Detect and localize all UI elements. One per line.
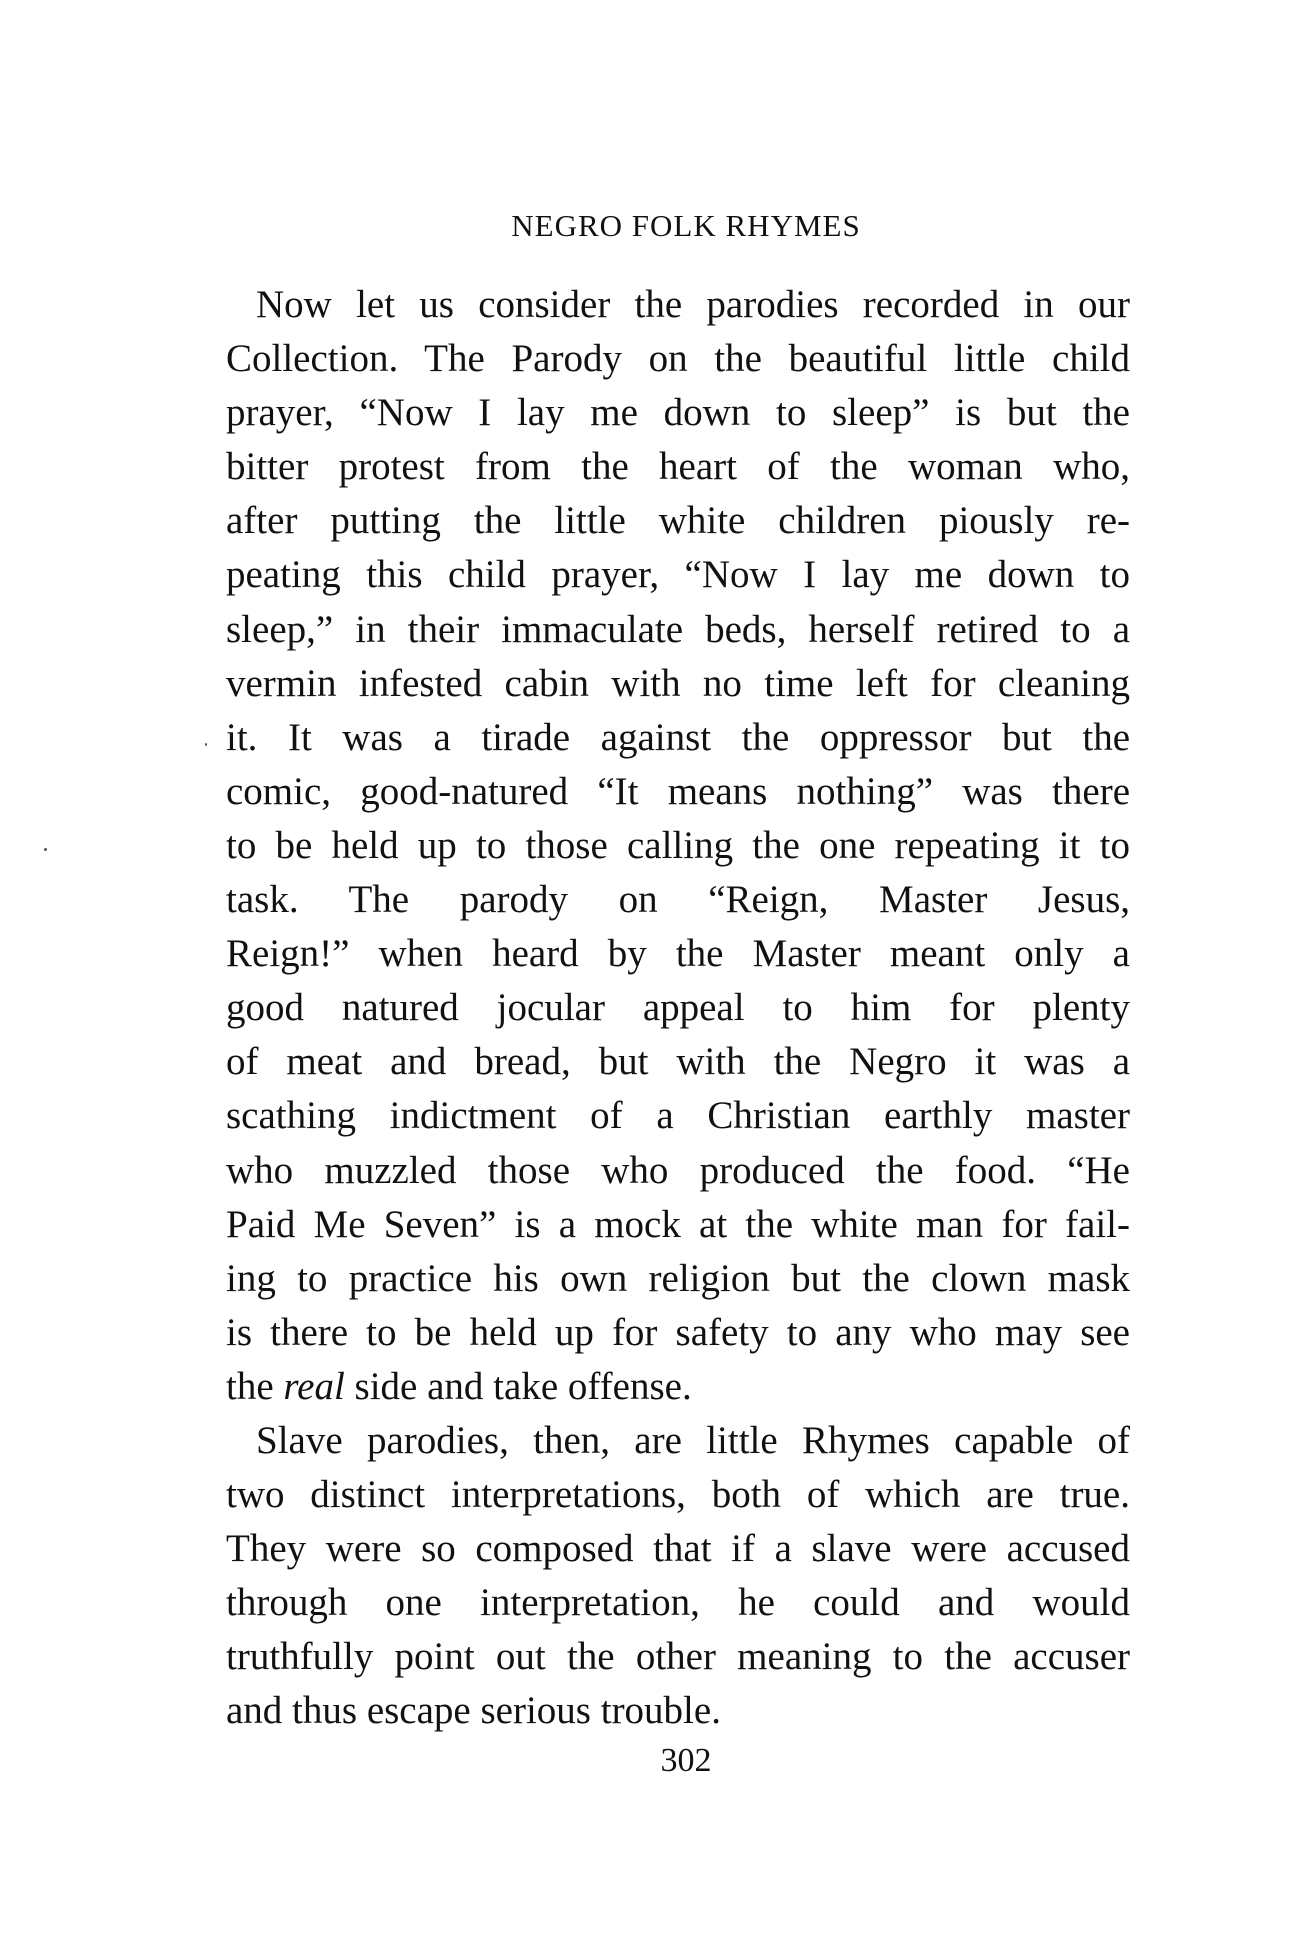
text-line: bitter protest from the heart of the woman who, — [226, 445, 1130, 489]
text-line: scathing indictment of a Christian earthly master — [226, 1094, 1130, 1138]
text-line: Paid Me Seven” is a mock at the white man for fail- — [226, 1202, 1130, 1246]
text-line: truthfully point out the other meaning to the accuser — [226, 1635, 1130, 1679]
text-line — [226, 1360, 1130, 1414]
text-line: sleep,” in their immaculate beds, herself retired to a — [226, 607, 1130, 651]
text-line: Collection. The Parody on the beautiful little child — [226, 337, 1130, 381]
text-line: after putting the little white children piously re- — [226, 499, 1130, 543]
italic-word: real — [283, 1364, 345, 1408]
body-text — [226, 278, 1130, 1739]
text-line: good natured jocular appeal to him for plenty — [226, 986, 1130, 1030]
page-number: 302 — [660, 1742, 712, 1779]
text-line: through one interpretation, he could and would — [226, 1581, 1130, 1625]
text-line: ing to practice his own religion but the clown mask — [226, 1256, 1130, 1300]
text-segment: the — [226, 1364, 284, 1408]
text-line: is there to be held up for safety to any who may see — [226, 1310, 1130, 1354]
text-line: vermin infested cabin with no time left for cleaning — [226, 661, 1130, 705]
text-line: peating this child prayer, “Now I lay me down to — [226, 553, 1130, 597]
text-line: prayer, “Now I lay me down to sleep” is but the — [226, 391, 1130, 435]
text-line: task. The parody on “Reign, Master Jesus, — [226, 878, 1130, 922]
text-line: to be held up to those calling the one repeating it to — [226, 823, 1130, 867]
text-line: Now let us consider the parodies recorded in our — [256, 283, 1130, 326]
text-line: who muzzled those who produced the food. “He — [226, 1148, 1130, 1192]
text-line: and thus escape serious trouble. — [226, 1689, 721, 1733]
text-line: comic, good-natured “It means nothing” was there — [226, 769, 1130, 813]
text-line: of meat and bread, but with the Negro it was a — [226, 1040, 1130, 1084]
scan-speck — [205, 743, 207, 746]
scan-speck — [44, 848, 47, 851]
text-line: Slave parodies, then, are little Rhymes capable of — [256, 1418, 1130, 1462]
text-line: it. It was a tirade against the oppressor but the — [226, 715, 1130, 759]
text-line: They were so composed that if a slave were accused — [226, 1527, 1130, 1571]
text-segment: side and take offense. — [344, 1364, 692, 1408]
text-line: two distinct interpretations, both of which are true. — [226, 1473, 1130, 1517]
text-line: Reign!” when heard by the Master meant only a — [226, 932, 1130, 976]
running-head: NEGRO FOLK RHYMES — [511, 208, 861, 243]
